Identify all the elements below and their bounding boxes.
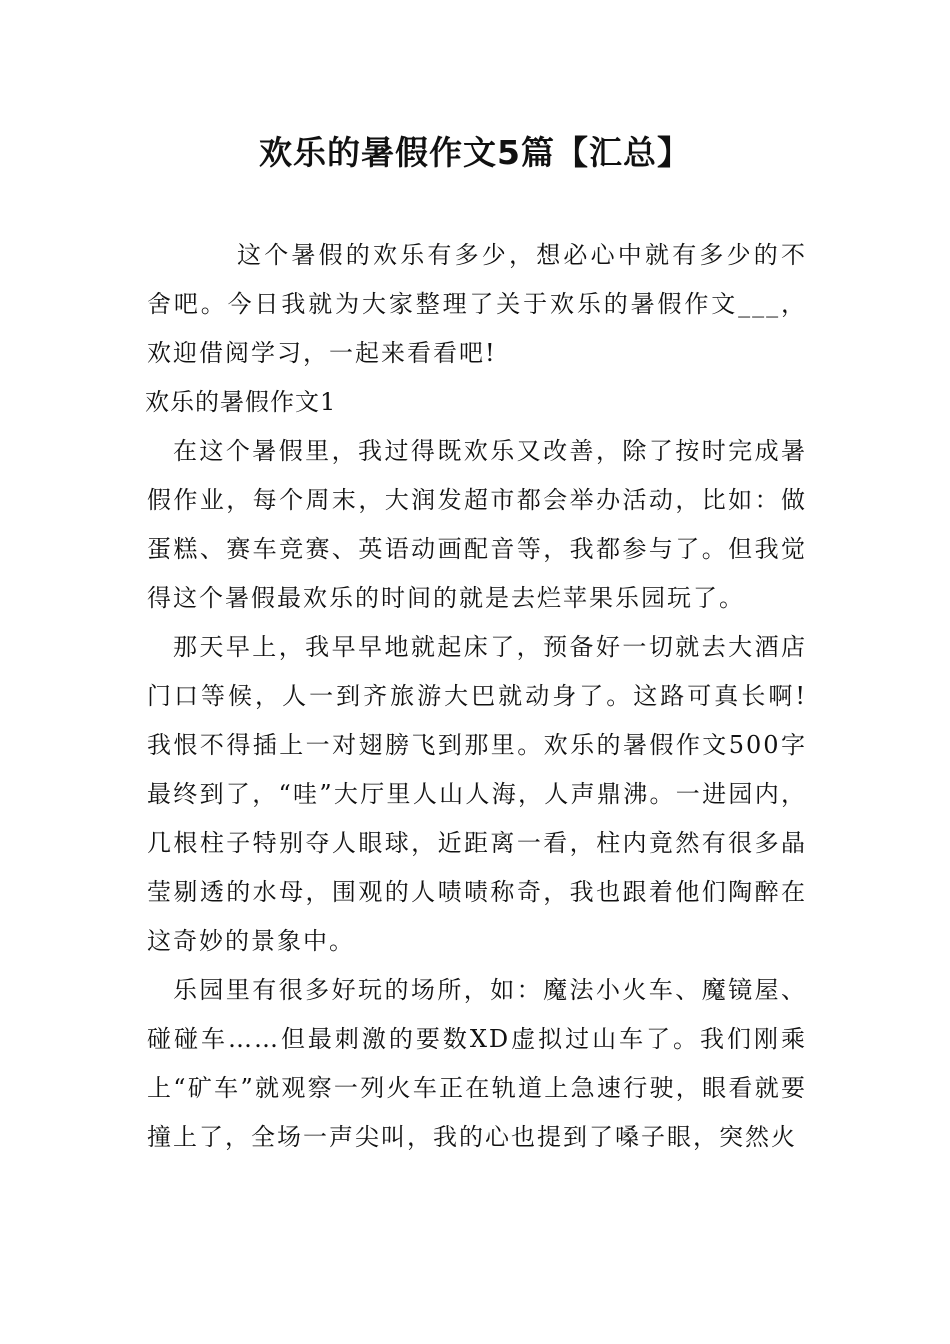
document-body <box>147 231 807 1162</box>
body-paragraph-3: 乐园里有很多好玩的场所，如：魔法小火车、魔镜屋、碰碰车……但最刺激的要数XD虚拟过山车了。我们刚乘上“矿车”就观察一列火车正在轨道上急速行驶，眼看就要撞上了，全场一声尖叫，我的心也提到了嗓子眼，突然火 <box>147 976 807 1151</box>
section-heading: 欢乐的暑假作文1 <box>145 388 337 416</box>
body-paragraph-1: 在这个暑假里，我过得既欢乐又改善，除了按时完成暑假作业，每个周末，大润发超市都会举办活动，比如：做蛋糕、赛车竞赛、英语动画配音等，我都参与了。但我觉得这个暑假最欢乐的时间的就是去烂苹果乐园玩了。 <box>147 437 807 612</box>
intro-paragraph: 这个暑假的欢乐有多少，想必心中就有多少的不舍吧。今日我就为大家整理了关于欢乐的暑假作文___，欢迎借阅学习，一起来看看吧! <box>147 241 807 367</box>
body-paragraph-2: 那天早上，我早早地就起床了，预备好一切就去大酒店门口等候，人一到齐旅游大巴就动身了。这路可真长啊!我恨不得插上一对翅膀飞到那里。欢乐的暑假作文500字 最终到了，“哇”大厅里人山人海，人声鼎沸。一进园内，几根柱子特别夺人眼球，近距离一看，柱内竟然有很多晶莹剔透的水母，围观的人啧啧称奇，我也跟着他们陶醉在这奇妙的景象中。 <box>147 633 807 955</box>
document-title: 欢乐的暑假作文5篇【汇总】 <box>259 133 691 172</box>
